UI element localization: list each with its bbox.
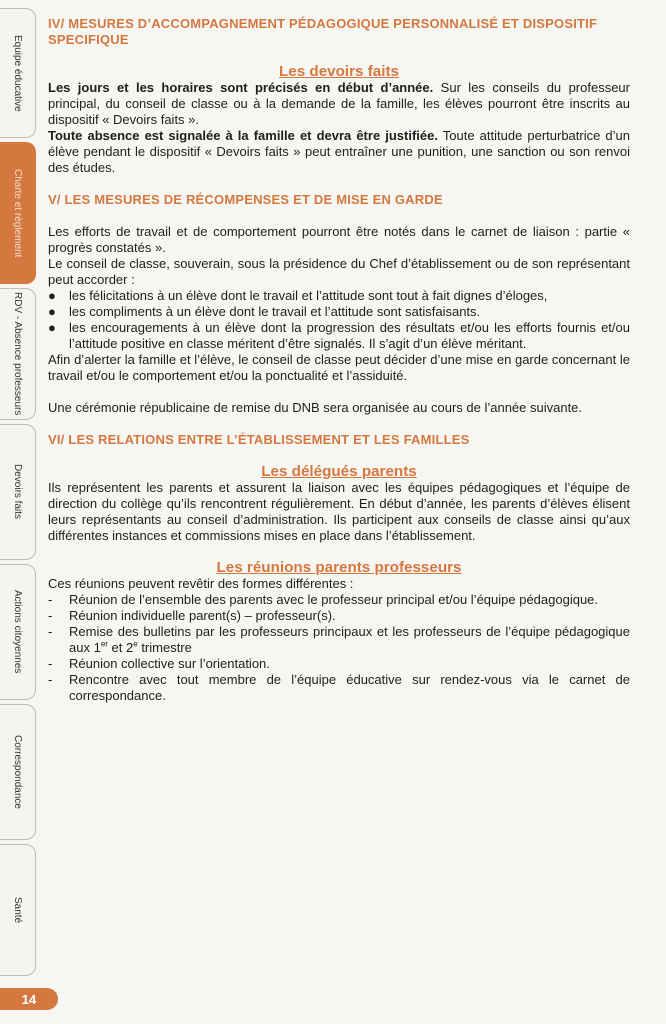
subheading-reunions: Les réunions parents professeurs <box>216 559 462 576</box>
dash-list <box>48 592 630 704</box>
tab-charte-reglement[interactable] <box>0 142 36 284</box>
page-number: 14 <box>0 988 58 1010</box>
section-4-title: IV/ MESURES D’ACCOMPAGNEMENT PÉDAGOGIQUE PERSONNALISÉ ET DISPOSITIF SPECIFIQUE <box>48 16 598 47</box>
paragraph <box>48 128 630 176</box>
bold-text: Toute absence est signalée à la famille et devra être justifiée. <box>48 128 438 143</box>
side-tabs <box>0 0 38 1024</box>
tab-label: Santé <box>12 896 23 924</box>
text: Toute attitude perturbatrice d’un élève pendant le dispositif « Devoirs faits » peut entraîner une punition, une sanction ou son renvoi des études. <box>48 128 630 175</box>
tab-correspondance[interactable] <box>0 704 36 840</box>
tab-label: Actions citoyennes <box>12 590 23 674</box>
subheading-devoirs-faits: Les devoirs faits <box>279 63 399 80</box>
list-item: ● les félicitations à un élève dont le travail et l’attitude sont tout à fait dignes d’éloges, <box>48 288 548 303</box>
bullet-list <box>48 288 630 352</box>
tab-actions-citoyennes[interactable] <box>0 564 36 700</box>
tab-label: RDV - Absence professeurs <box>12 292 23 416</box>
tab-devoirs-faits[interactable] <box>0 424 36 560</box>
paragraph: Ces réunions peuvent revêtir des formes différentes : <box>48 576 354 591</box>
paragraph: Afin d’alerter la famille et l’élève, le conseil de classe peut décider d’une mise en garde concernant le travail et/ou le comportement et/ou la ponctualité et l’assiduité. <box>48 352 630 383</box>
tab-equipe-educative[interactable] <box>0 8 36 138</box>
list-item: - Réunion individuelle parent(s) – professeur(s). <box>48 608 336 623</box>
list-item: - Réunion de l’ensemble des parents avec le professeur principal et/ou l’équipe pédagogique. <box>48 592 599 607</box>
section-6-title: VI/ LES RELATIONS ENTRE L’ÉTABLISSEMENT ET LES FAMILLES <box>48 432 470 447</box>
tab-label: Devoirs faits <box>12 464 23 520</box>
paragraph: Une cérémonie républicaine de remise du DNB sera organisée au cours de l’année suivante. <box>48 400 583 415</box>
tab-label: Correspondance <box>12 735 23 809</box>
section-5-title: V/ LES MESURES DE RÉCOMPENSES ET DE MISE EN GARDE <box>48 192 443 207</box>
text: Sur les conseils du professeur principal, du conseil de classe ou à la demande de la famille, les élèves pourront être inscrits au dispositif « Devoirs faits ». <box>48 80 630 127</box>
tab-rdv-absence[interactable] <box>0 288 36 420</box>
tab-label: Charte et règlement <box>12 168 23 258</box>
list-item: - Rencontre avec tout membre de l’équipe éducative sur rendez-vous via le carnet de correspondance. <box>48 672 630 703</box>
list-item: - Remise des bulletins par les professeurs principaux et les professeurs de l’équipe pédagogique aux 1er et 2e trimestre <box>48 624 630 655</box>
subheading-delegues-parents: Les délégués parents <box>261 463 417 480</box>
paragraph <box>48 80 630 128</box>
paragraph: Le conseil de classe, souverain, sous la présidence du Chef d’établissement ou de son représentant peut accorder : <box>48 256 630 287</box>
bold-text: Les jours et les horaires sont précisés en début d’année. <box>48 80 434 95</box>
list-item: ● les compliments à un élève dont le travail et l’attitude sont satisfaisants. <box>48 304 481 319</box>
page-content <box>48 16 630 704</box>
paragraph: Ils représentent les parents et assurent la liaison avec les équipes pédagogiques et l’équipe de direction du collège qu’ils rencontrent régulièrement. En début d’année, les parents d’élèves élisent leurs représentants au conseil d’administration. Ils participent aux conseils de classe ainsi qu’aux différentes instances et commissions mises en place dans l’établissement. <box>48 480 630 543</box>
list-item: ● les encouragements à un élève dont la progression des résultats et/ou les efforts fournis et/ou l’attitude positive en classe méritent d’être signalés. Il s’agit d’un élève méritant. <box>48 320 630 351</box>
paragraph: Les efforts de travail et de comportement pourront être notés dans le carnet de liaison : partie « progrès constatés ». <box>48 224 630 255</box>
tab-label: Equipe éducative <box>12 34 23 112</box>
tab-sante[interactable] <box>0 844 36 976</box>
list-item: - Réunion collective sur l’orientation. <box>48 656 270 671</box>
